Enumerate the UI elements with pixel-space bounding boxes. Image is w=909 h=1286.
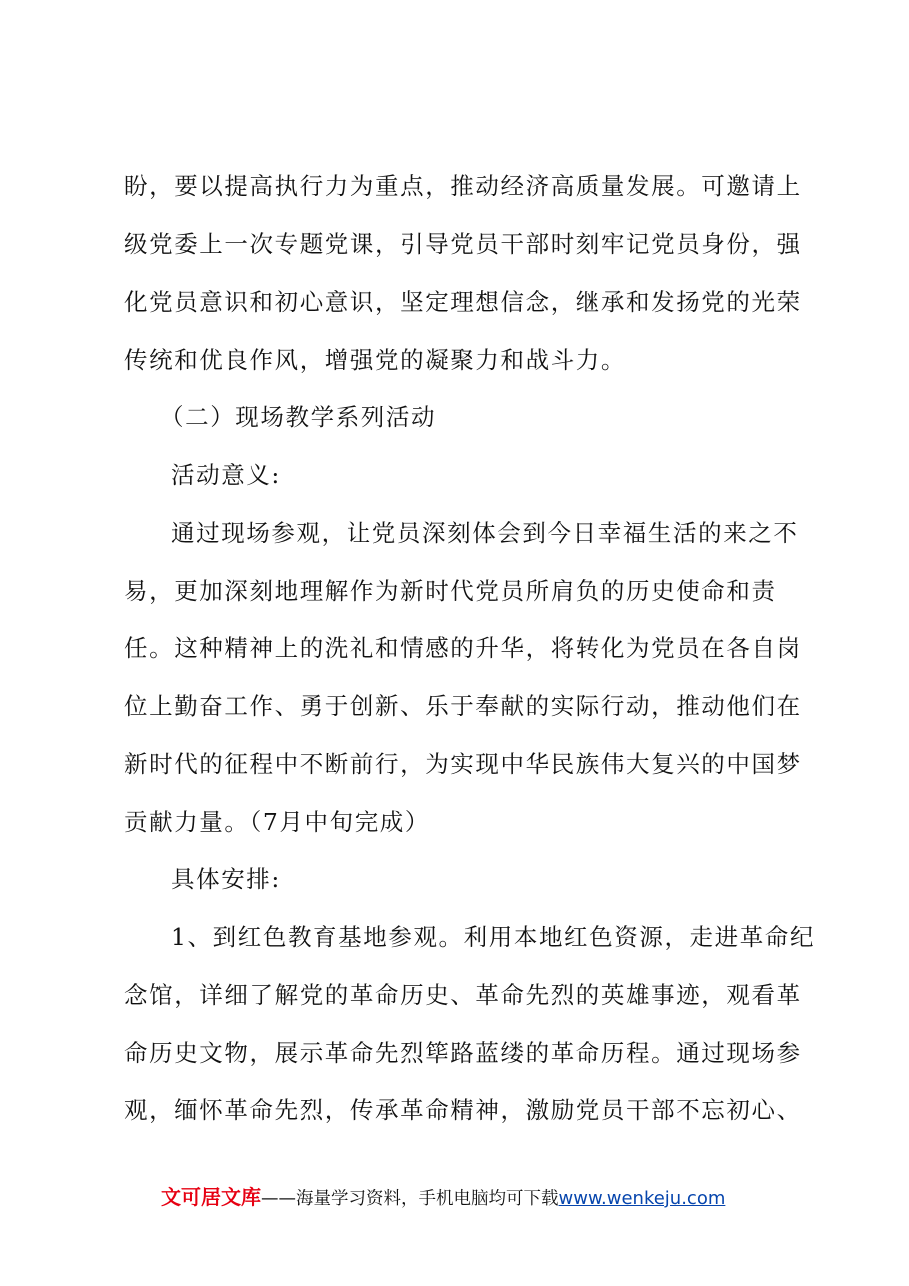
body-text-line: 任。这种精神上的洗礼和情感的升华，将转化为党员在各自岗 bbox=[124, 634, 802, 662]
footer-website-link[interactable]: www.wenkeju.com bbox=[558, 1188, 726, 1209]
body-text-line: 通过现场参观，让党员深刻体会到今日幸福生活的来之不 bbox=[171, 519, 799, 547]
subheading-arrangement: 具体安排: bbox=[171, 865, 281, 893]
footer-tagline: ——海量学习资料，手机电脑均可下载 bbox=[261, 1189, 559, 1209]
body-text-line: 位上勤奋工作、勇于创新、乐于奉献的实际行动，推动他们在 bbox=[124, 692, 802, 720]
body-text-line: 传统和优良作风，增强党的凝聚力和战斗力。 bbox=[124, 346, 626, 374]
section-heading: （二）现场教学系列活动 bbox=[160, 403, 437, 431]
body-text-line: 易，更加深刻地理解作为新时代党员所肩负的历史使命和责 bbox=[124, 577, 777, 605]
body-text-line: 命历史文物，展示革命先烈筚路蓝缕的革命历程。通过现场参 bbox=[124, 1039, 802, 1067]
footer-brand: 文可居文库 bbox=[161, 1185, 261, 1209]
body-text-line: 盼，要以提高执行力为重点，推动经济高质量发展。可邀请上 bbox=[124, 172, 802, 200]
body-text-line: 念馆，详细了解党的革命历史、革命先烈的英雄事迹，观看革 bbox=[124, 981, 802, 1009]
body-text-line: 级党委上一次专题党课，引导党员干部时刻牢记党员身份，强 bbox=[124, 230, 802, 258]
body-text-line: 贡献力量。（7月中旬完成） bbox=[124, 808, 431, 836]
body-text-line: 化党员意识和初心意识，坚定理想信念，继承和发扬党的光荣 bbox=[124, 288, 802, 316]
body-text-line: 1、到红色教育基地参观。利用本地红色资源，走进革命纪 bbox=[171, 923, 816, 951]
body-text-line: 新时代的征程中不断前行，为实现中华民族伟大复兴的中国梦 bbox=[124, 750, 802, 778]
page-footer bbox=[161, 1180, 725, 1214]
body-text-line: 观，缅怀革命先烈，传承革命精神，激励党员干部不忘初心、 bbox=[124, 1096, 802, 1124]
subheading-activity-purpose: 活动意义: bbox=[171, 461, 281, 489]
